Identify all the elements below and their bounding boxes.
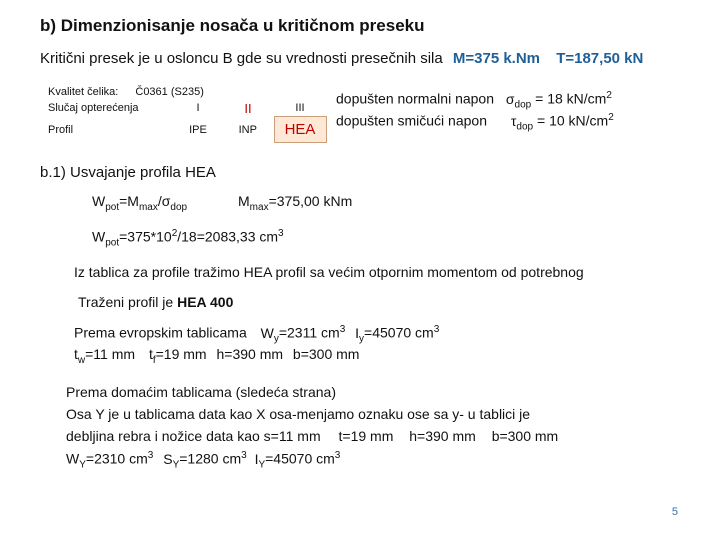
page-heading: b) Dimenzionisanje nosača u kritičnom preseku <box>40 16 425 35</box>
domestic-line-1: Prema domaćim tablicama (sledeća strana) <box>66 384 336 400</box>
load-case-label: Slučaj opterećenja <box>48 102 139 115</box>
load-case-iii: III <box>295 102 305 114</box>
shear-value: T=187,50 kN <box>556 50 644 67</box>
steel-row <box>44 84 326 100</box>
formula-mmax: $M_{max}=375,00$ kNm <box>238 193 353 213</box>
load-case-row <box>44 100 326 117</box>
required-profile-line: Traženi profil je HEA 400 <box>78 294 234 310</box>
profile-ipe: IPE <box>189 123 207 136</box>
profile-inp: INP <box>238 123 257 136</box>
steel-cell <box>44 84 274 100</box>
profile-hea: HEA <box>274 117 326 143</box>
load-case-i: I <box>196 102 200 115</box>
steel-label: Kvalitet čelika: <box>48 86 119 98</box>
parameters-table <box>44 84 327 143</box>
moment-value: M=375 k.Nm <box>452 50 541 67</box>
eu-dimensions-line: $t_w=11$ mm $t_f=19$ mm h=390 mm b=300 mm <box>74 346 360 366</box>
eu-tables-line: Prema evropskim tablicama $W_y=2311$ $cm^3$ $I_y=45070$ $cm^3$ <box>74 324 440 345</box>
allowable-normal-stress: dopušten normalni napon $\sigma_{dop} = 18$ $kN/cm^2$ <box>336 90 612 111</box>
required-profile: HEA 400 <box>177 294 234 310</box>
domestic-line-2: Osa Y je u tablicama data kao X osa-menjamo oznaku ose sa y- u tablici je <box>66 406 531 422</box>
formula-wpot: $W_{pot}=M_{max}/\sigma_{dop}$ <box>92 193 188 213</box>
page-number: 5 <box>671 506 678 518</box>
profile-row <box>44 117 326 143</box>
formula-wpot-result: $W_{pot}=375*10^2/18=2083,33$ $cm^3$ <box>92 228 284 249</box>
profile-label: Profil <box>48 123 74 136</box>
domestic-line-3: debljina rebra i nožice data kao s=11 mm t=19 mm h=390 mm b=300 mm <box>66 428 559 444</box>
allowable-shear-stress: dopušten smičući napon $\tau_{dop} = 10$ $kN/cm^2$ <box>336 112 614 133</box>
steel-value: Č0361 (S235) <box>135 86 204 98</box>
load-case-ii: II <box>244 100 252 116</box>
intro-line <box>40 50 643 67</box>
lookup-text: Iz tablica za profile tražimo HEA profil sa većim otpornim momentom od potrebnog <box>74 264 584 280</box>
intro-text: Kritični presek je u osloncu B gde su vrednosti presečnih sila <box>40 50 443 67</box>
section-title: b.1) Usvajanje profila HEA <box>40 164 216 181</box>
domestic-line-4: $W_Y=2310$ $cm^3$ $S_Y=1280$ $cm^3$ $I_Y=45070$ $cm^3$ <box>66 450 341 471</box>
